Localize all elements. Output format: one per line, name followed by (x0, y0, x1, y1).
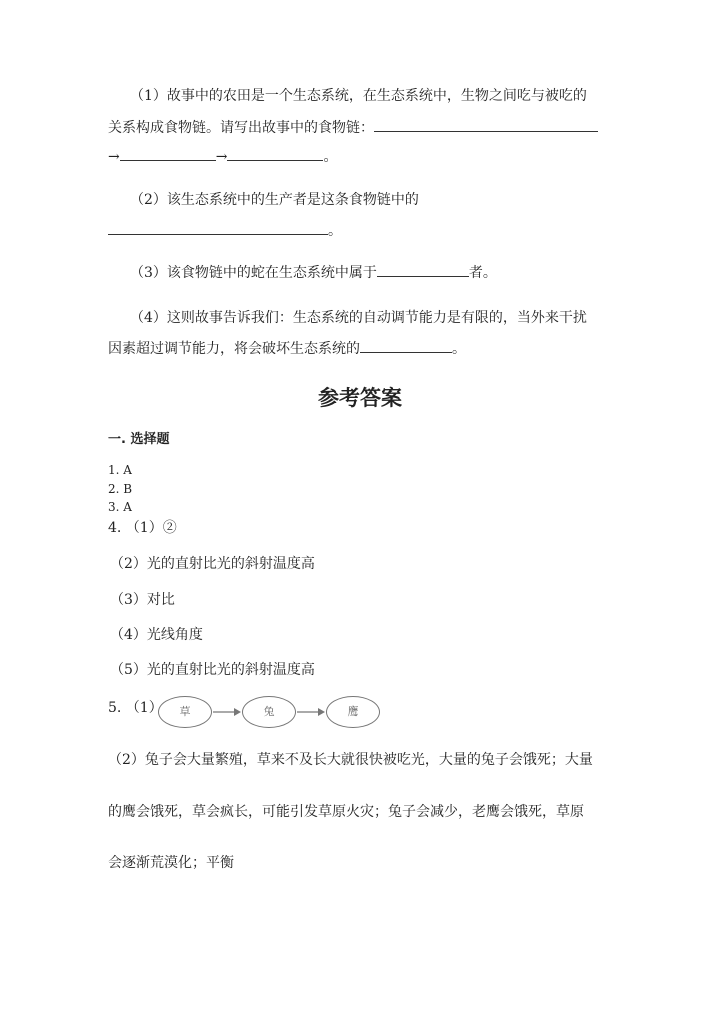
q1-blank-3[interactable] (227, 146, 323, 161)
q1-line2 (108, 117, 598, 138)
q1-arrow-1: → (108, 149, 120, 165)
answer-5-2-line3: 会逐渐荒漠化；平衡 (108, 855, 234, 871)
q4-end: 。 (452, 341, 466, 357)
answer-3: 3. A (108, 500, 132, 514)
answer-4-1: 4. （1）② (108, 520, 177, 536)
answer-5-2-line1: （2）兔子会大量繁殖，草来不及长大就很快被吃光，大量的兔子会饿死；大量 (108, 752, 593, 768)
q1-end: 。 (323, 149, 338, 165)
answer-4-4: （4）光线角度 (110, 627, 203, 643)
section-heading: 一. 选择题 (108, 432, 170, 447)
q1-arrow-2: → (215, 149, 228, 165)
chain-node-eagle: 鹰 (326, 696, 380, 728)
q1-line1: （1）故事中的农田是一个生态系统，在生态系统中，生物之间吃与被吃的 (130, 88, 587, 104)
q4-blank[interactable] (360, 338, 452, 353)
answer-5-2-line2: 的鹰会饿死，草会疯长，可能引发草原火灾；兔子会减少，老鹰会饿死，草原 (108, 804, 584, 820)
q1-blank-2[interactable] (120, 146, 216, 161)
q3-prefix: （3）该食物链中的蛇在生态系统中属于 (130, 265, 377, 281)
q2-blank[interactable] (108, 220, 328, 235)
q4-line2 (108, 338, 466, 359)
chain-arrow-2 (296, 706, 326, 718)
q3-suffix: 者。 (468, 265, 497, 281)
answer-1: 1. A (108, 463, 132, 477)
answer-5-label: 5. （1） (108, 700, 163, 716)
q2-end: 。 (328, 223, 342, 239)
answer-4-3: （3）对比 (110, 592, 175, 608)
q2-line1: （2）该生态系统中的生产者是这条食物链中的 (130, 192, 419, 208)
answer-4-2: （2）光的直射比光的斜射温度高 (110, 556, 315, 572)
chain-arrow-1 (212, 706, 242, 718)
chain-node-rabbit: 兔 (242, 696, 296, 728)
q4-line1: （4）这则故事告诉我们：生态系统的自动调节能力是有限的，当外来干扰 (130, 310, 587, 326)
q4-prefix: 因素超过调节能力，将会破坏生态系统的 (108, 341, 360, 357)
q1-line3 (108, 146, 337, 167)
q3-blank[interactable] (377, 262, 469, 277)
answer-4-5: （5）光的直射比光的斜射温度高 (110, 662, 315, 678)
q2-line2 (108, 220, 342, 241)
chain-node-grass: 草 (158, 696, 212, 728)
q1-blank-1[interactable] (374, 117, 598, 132)
q1-line2-text: 关系构成食物链。请写出故事中的食物链： (108, 120, 374, 136)
answer-2: 2. B (108, 482, 133, 496)
q3-line (130, 262, 497, 283)
answer-title: 参考答案 (318, 386, 402, 410)
